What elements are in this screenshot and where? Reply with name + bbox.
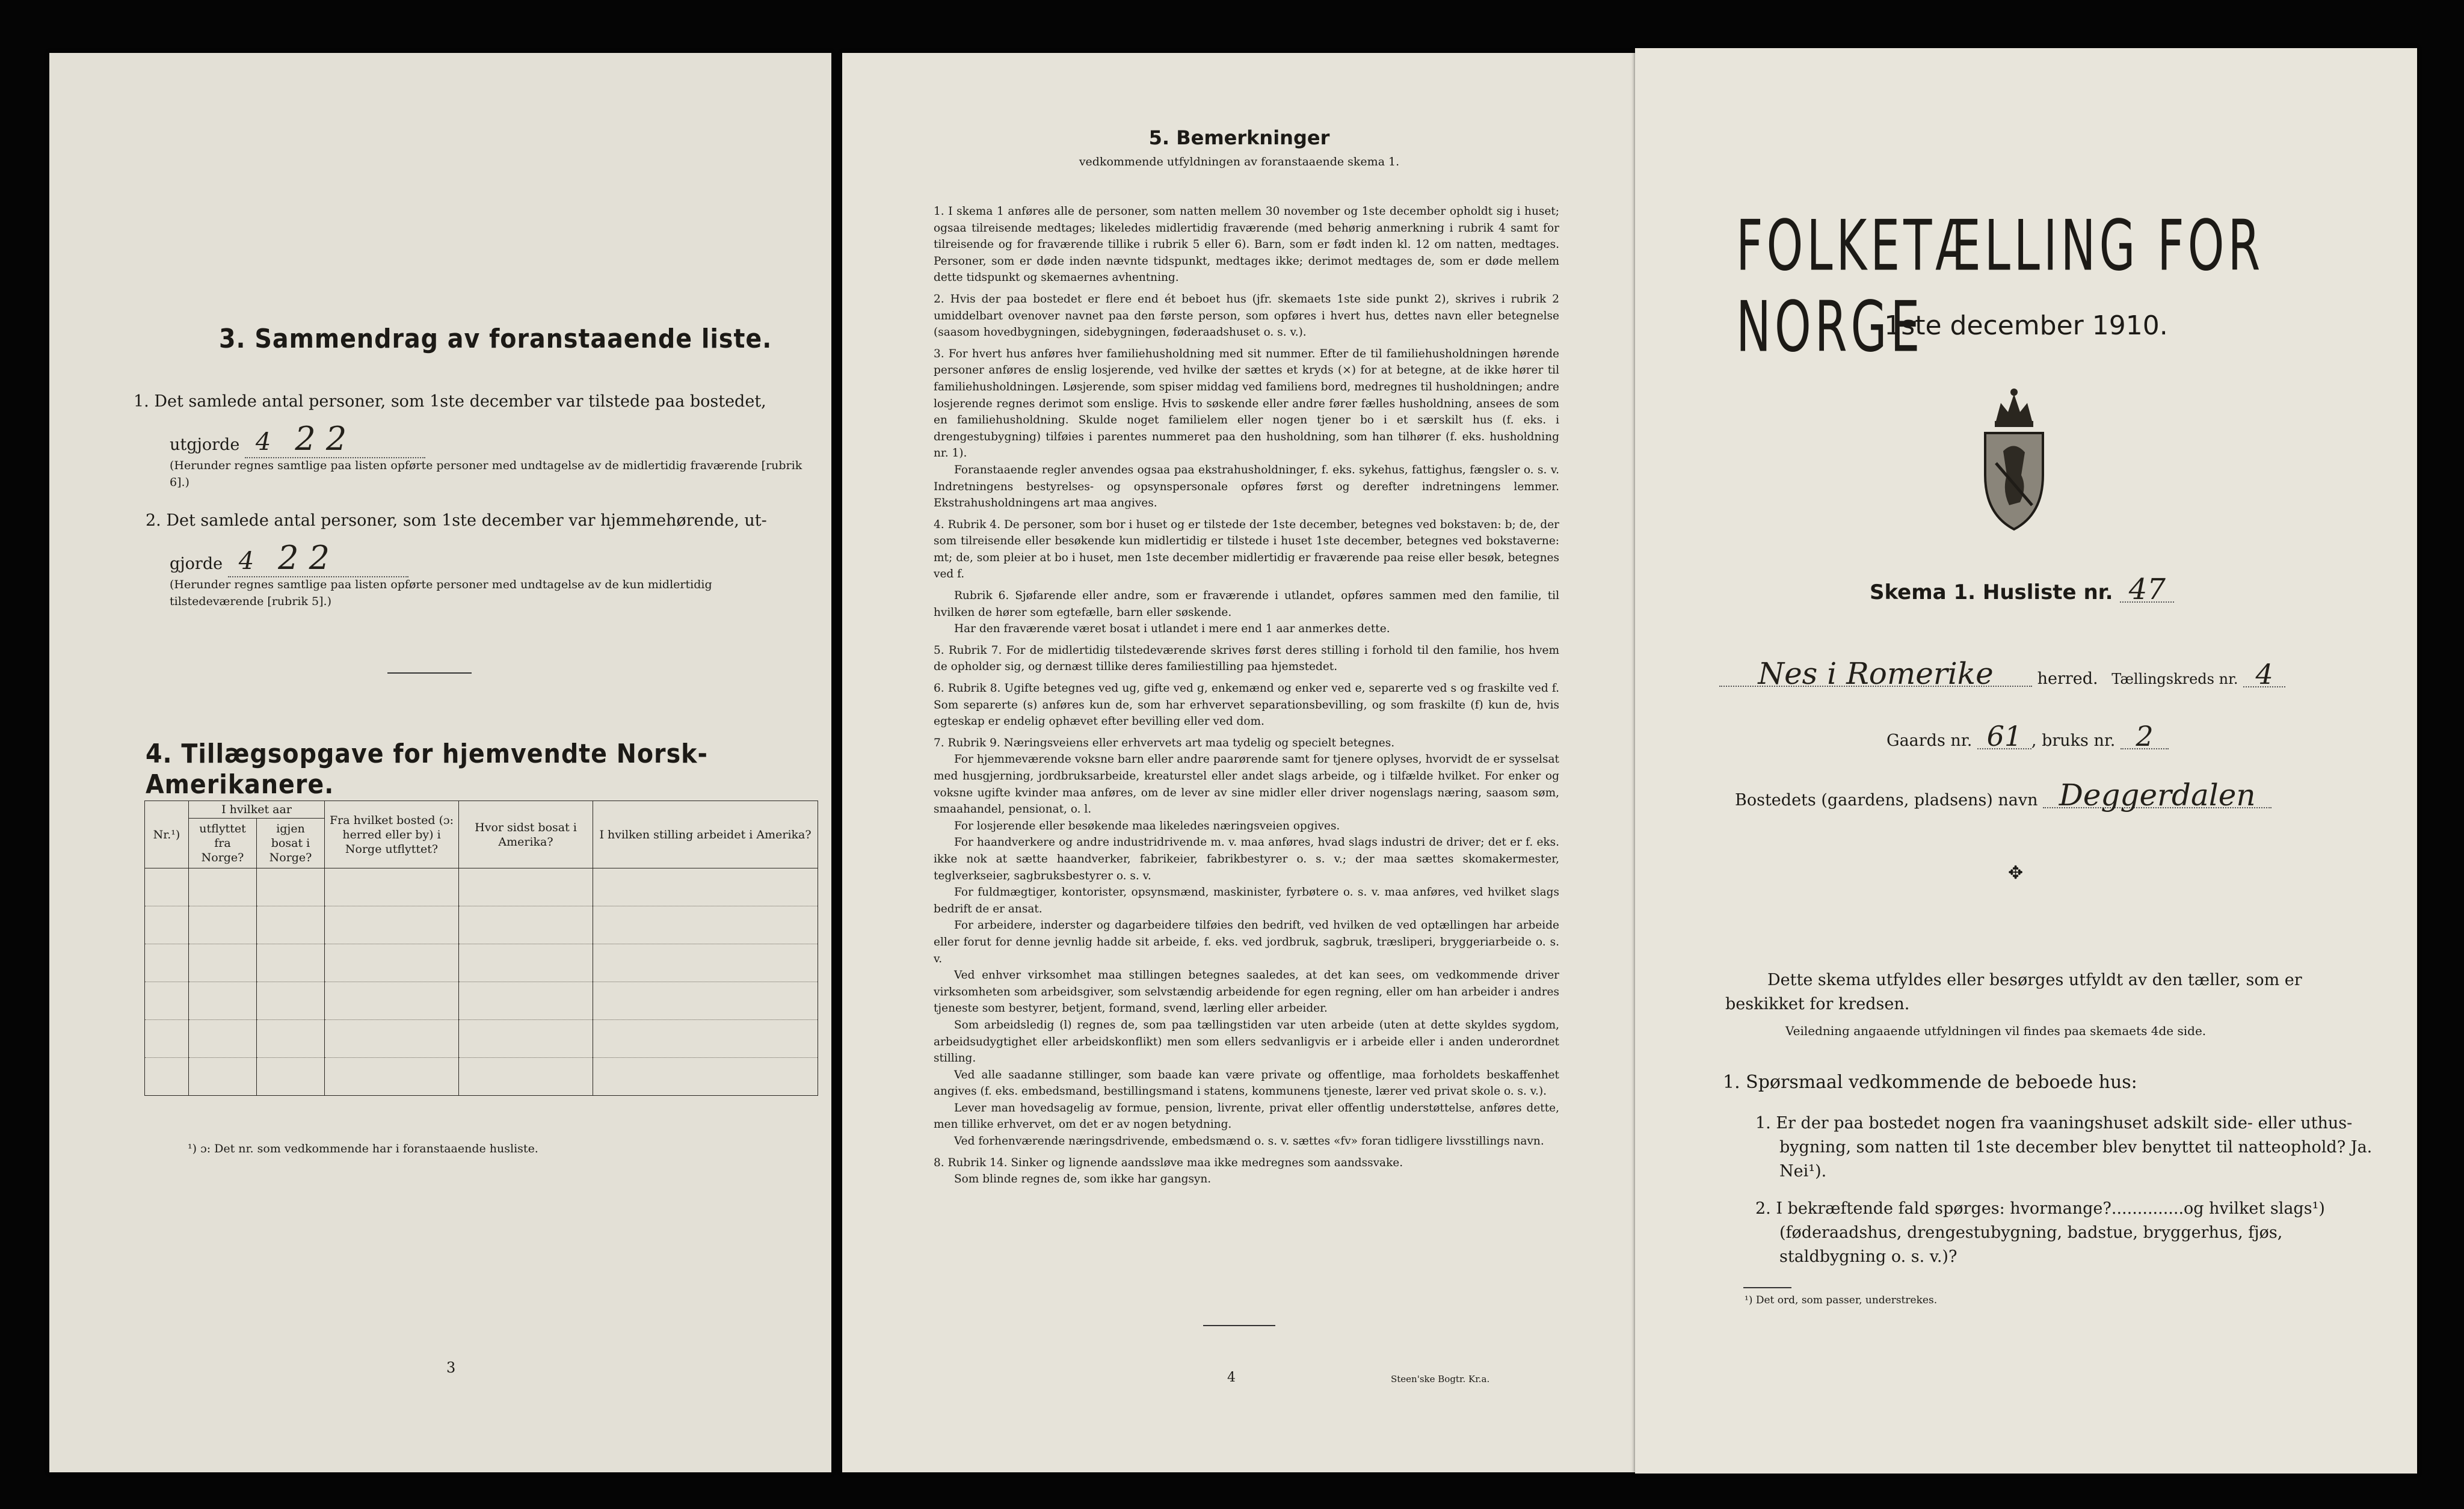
remark-1: 1. I skema 1 anføres alle de personer, som natten mellem 30 november og 1ste december opholdt sig i huset; ogsaa tilreisende medtages; likeledes midlertidig fraværende (med behørig anmerkning i rubrik 4 samt for tilreisende og for fraværende tillike i rubrik 5 eller 6). Barn, som er født inden kl. 12 om natten, medtages. Personer, som er døde inden nævnte tidspunkt, medtages ikke; derimot medtages de, som er døde mellem dette tidspunkt og skemaernes avhentning. — [934, 205, 1559, 284]
census-title: FOLKETÆLLING FOR NORGE — [1736, 206, 2264, 368]
norsk-amerikanere-table — [144, 801, 818, 1096]
col-from-place: Fra hvilket bosted (ɔ: herred eller by) i Norge utflyttet? — [325, 801, 459, 868]
item-1-lead: utgjorde 4 2 2 — [170, 427, 425, 458]
col-returned: igjen bosat i Norge? — [257, 819, 325, 868]
printer-mark: Steen'ske Bogtr. Kr.a. — [1391, 1374, 1490, 1385]
remark-7-d: For fuldmægtiger, kontorister, opsynsmænd, maskinister, fyrbøtere o. s. v. maa anføres, ved hvilket slags bedrift de er ansat. — [934, 886, 1559, 915]
col-nr: Nr.¹) — [145, 801, 189, 868]
herred-value: Nes i Romerike — [1719, 662, 2032, 687]
table-row — [145, 944, 818, 982]
intro-guidance: Veiledning angaaende utfyldningen vil findes paa skemaets 4de side. — [1785, 1024, 2207, 1038]
section-4-title: 4. Tillægsopgave for hjemvendte Norsk-Amerikanere. — [146, 739, 708, 800]
remark-7-h: Ved alle saadanne stillinger, som baade kan være private og offentlige, maa forholdets beskaffenhet angives (f. eks. embedsmand, bestillingsmand i statens, kommunens tjeneste, lærer ved privat skole o. s. v.). — [934, 1068, 1559, 1098]
item-1-handwritten: 2 2 — [295, 420, 347, 458]
remark-7-e: For arbeidere, inderster og dagarbeidere tilføies den bedrift, ved hvilken de ved optællingen har arbeide eller forut for denne jevnlig hadde sit arbeide, f. eks. ved jordbruk, sagbruk, træsliperi, bryggeriarbeide o. s. v. — [934, 919, 1559, 965]
gaards-label: Gaards nr. — [1886, 731, 1973, 750]
page-3 — [49, 53, 831, 1472]
tk-value: 4 — [2243, 662, 2285, 687]
gaards-value: 61 — [1977, 724, 2031, 749]
question-2: 2. I bekræftende fald spørges: hvormange?..............og hvilket slags¹) (føderaadshus, drengestubygning, badstue, bryggerhus, fjøs, staldbygning o. s. v.)? — [1755, 1199, 2325, 1266]
table-row — [145, 982, 818, 1020]
item-2-value: 4 — [238, 547, 254, 575]
bruks-value: 2 — [2121, 724, 2169, 749]
item-1-note: (Herunder regnes samtlige paa listen opførte personer med undtagelse av de midlertidig fraværende [rubrik 6].) — [170, 459, 802, 489]
page-footnote: ¹) Det ord, som passer, understrekes. — [1745, 1294, 1938, 1306]
col-last-america: Hvor sidst bosat i Amerika? — [459, 801, 593, 868]
item-1-text: 1. Det samlede antal personer, som 1ste december var tilstede paa bostedet, — [134, 392, 766, 411]
remark-7-b: For losjerende eller besøkende maa likeledes næringsveien opgives. — [954, 819, 1340, 832]
remark-7-i: Lever man hovedsagelig av formue, pension, livrente, privat eller offentlig understøttelse, anføres dette, men tillike erhvervet, om det er av nogen betydning. — [934, 1101, 1559, 1131]
remark-7-a: For hjemmeværende voksne barn eller andre paarørende samt for tjenere oplyses, hvorvidt de er sysselsat med husgjerning, jordbruksarbeide, kreaturstel eller andet slags arbeide, og i tilfælde hvilket. For enker og voksne ugifte kvinder maa anføres, om de lever av sine midler eller driver nogenslags næring, saasom søm, smaahandel, pensionat, o. l. — [934, 753, 1559, 816]
bruks-label: , bruks nr. — [2031, 731, 2116, 750]
census-date: 1ste december 1910. — [1884, 310, 2168, 341]
item-2-lead: gjorde 4 2 2 — [170, 546, 408, 577]
remark-5: 5. Rubrik 7. For de midlertidig tilstedeværende skrives først deres stilling i forhold til den familie, hos hvem de opholder sig, og dernæst tillike deres familiestilling paa hjemstedet. — [934, 644, 1559, 674]
table-row — [145, 1058, 818, 1096]
remark-7-j: Ved forhenværende næringsdrivende, embedsmænd o. s. v. sættes «fv» foran tidligere livsstillings navn. — [954, 1135, 1544, 1148]
remark-4-rubrik6: Rubrik 6. Sjøfarende eller andre, som er fraværende i utlandet, opføres sammen med den familie, til hvilken de hører som egtefælle, barn eller søskende. — [934, 589, 1559, 619]
remark-7-g: Som arbeidsledig (l) regnes de, som paa tællingstiden var uten arbeide (uten at dette skyldes sygdom, arbeidsudygtighet eller arbeidskonflikt) men som ellers sedvanligvis er i arbeide eller i anden underordnet stilling. — [934, 1018, 1559, 1065]
page-number: 3 — [446, 1359, 456, 1376]
table-footnote: ¹) ɔ: Det nr. som vedkommende har i foranstaaende husliste. — [188, 1142, 538, 1155]
tk-label: Tællingskreds nr. — [2111, 671, 2238, 687]
bosted-line — [1735, 778, 2272, 813]
item-2-handwritten: 2 2 — [278, 539, 330, 577]
divider — [387, 672, 472, 674]
remark-8-b: Som blinde regnes de, som ikke har gangsyn. — [954, 1173, 1212, 1186]
question-1: 1. Er der paa bostedet nogen fra vaaningshuset adskilt side- eller uthus-bygning, som natten til 1ste december blev benyttet til natteophold? Ja. Nei¹). — [1755, 1114, 2373, 1181]
skema-line: Skema 1. Husliste nr. 47 — [1870, 577, 2174, 604]
item-1-value: 4 — [255, 428, 271, 456]
table-row — [145, 906, 818, 944]
husliste-nr: 47 — [2120, 577, 2174, 603]
remark-3-b: Foranstaaende regler anvendes ogsaa paa ekstrahusholdninger, f. eks. sykehus, fattighus, fængsler o. s. v. Indretningens bestyrelses- og opsynspersonale opføres først og derefter indretningens lemmer. Ekstrahusholdningens art maa angives. — [934, 463, 1559, 510]
col-emigrated: utflyttet fra Norge? — [189, 819, 257, 868]
remarks-subtitle: vedkommende utfyldningen av foranstaaende skema 1. — [1079, 155, 1400, 168]
section-3-title: 3. Sammendrag av foranstaaende liste. — [219, 324, 772, 354]
remark-4-bosat: Har den fraværende været bosat i utlandet i mere end 1 aar anmerkes dette. — [954, 622, 1390, 636]
gaards-line — [1886, 720, 2169, 753]
item-2-text: 2. Det samlede antal personer, som 1ste december var hjemmehørende, ut- — [146, 511, 767, 530]
table-row — [145, 868, 818, 906]
remark-4: 4. Rubrik 4. De personer, som bor i huset og er tilstede der 1ste december, betegnes ved bokstaven: b; de, der som tilreisende eller besøkende kun midlertidig er tilstede i huset 1ste december, betegnes ved bokstaverne: mt; de, som pleier at bo i huset, men 1ste december midlertidig er fraværende paa reise eller besøk, betegnes ved f. — [934, 518, 1559, 581]
remark-7-f: Ved enhver virksomhet maa stillingen betegnes saaledes, at det kan sees, om vedkommende driver virksomheten som arbeidsgiver, som selvstændig arbeidende for egen regning, eller om han arbeider i andres tjeneste som bestyrer, betjent, formand, svend, lærling eller arbeider. — [934, 969, 1559, 1015]
divider — [1203, 1325, 1275, 1326]
remark-7: 7. Rubrik 9. Næringsveiens eller erhvervets art maa tydelig og specielt betegnes. — [934, 736, 1395, 749]
bosted-value: Deggerdalen — [2043, 783, 2272, 808]
remark-6: 6. Rubrik 8. Ugifte betegnes ved ug, gifte ved g, enkemænd og enker ved e, separerte ved s og fraskilte ved f. Som separerte (s) anføres kun de, som har erhvervet separationsbevilling, og som fraskilte (f) kun de, hvis egteskap er endelig ophævet efter bevilling eller ved dom. — [934, 682, 1559, 728]
col-position: I hvilken stilling arbeidet i Amerika? — [593, 801, 818, 868]
remarks-title: 5. Bemerkninger — [1148, 126, 1330, 149]
table-row — [145, 1020, 818, 1058]
item-2-note: (Herunder regnes samtlige paa listen opførte personer med undtagelse av de kun midlertidig tilstedeværende [rubrik 5].) — [170, 578, 712, 608]
bosted-label: Bostedets (gaardens, pladsens) navn — [1735, 791, 2038, 810]
page-number: 4 — [1227, 1370, 1236, 1385]
norway-coat-of-arms-icon — [1972, 385, 2056, 535]
herred-label: herred. — [2037, 669, 2098, 688]
questions-heading: 1. Spørsmaal vedkommende de beboede hus: — [1723, 1072, 2137, 1093]
remark-2: 2. Hvis der paa bostedet er flere end ét beboet hus (jfr. skemaets 1ste side punkt 2), skrives i rubrik 2 umiddelbart ovenover navnet paa den første person, som opføres i hvert hus, dettes navn eller betegnelse (saasom hovedbygningen, sidebygningen, føderaadshuset o. s. v.). — [934, 292, 1559, 339]
remarks-list — [934, 203, 1559, 1188]
col-year-group: I hvilket aar — [189, 801, 325, 819]
remark-3: 3. For hvert hus anføres hver familiehusholdning med sit nummer. Efter de til familiehusholdningen hørende personer anføres de enslig losjerende, ved hvilke der sættes et kryds (×) for at betegne, at de ikke hører til familiehusholdningen. Løsjerende, som spiser middag ved familiens bord, medregnes til husholdningen; andre losjerende regnes derimot som enslige. Hvis to søskende eller andre fører fælles husholdning, ansees de som en familiehusholdning. Skulde noget familielem eller nogen tjener bo i et særskilt hus (f. eks. i drengestubygning) tilføies i parentes nummeret paa den husholdning, som han tilhører (f. eks. husholdning nr. 1). — [934, 347, 1559, 460]
ornament-icon: ✥ — [2008, 862, 2024, 884]
remark-7-c: For haandverkere og andre industridrivende m. v. maa anføres, hvad slags industri de driver; det er f. eks. ikke nok at sætte haandverker, fabrikeier, fabrikbestyrer o. s. v.; der maa sættes skomakermester, teglverkseier, sagbruksbestyrer o. s. v. — [934, 836, 1559, 882]
divider — [1743, 1287, 1791, 1288]
page-4 — [842, 53, 1636, 1472]
page-1 — [1635, 48, 2417, 1474]
herred-line — [1719, 656, 2399, 691]
remark-8: 8. Rubrik 14. Sinker og lignende aandssløve maa ikke medregnes som aandssvake. — [934, 1156, 1403, 1169]
intro-text: Dette skema utfyldes eller besørges utfyldt av den tæller, som er beskikket for kredsen. — [1725, 971, 2302, 1013]
